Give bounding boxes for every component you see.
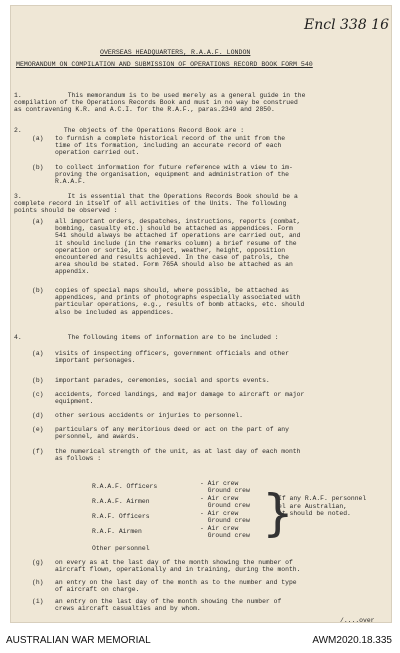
strength-other: Other personnel <box>92 545 150 552</box>
footer-right: AWM2020.18.335 <box>312 635 392 646</box>
p1-line: compilation of the Operations Records Book and must in no way be construed <box>14 99 298 107</box>
strength-groundcrew: Ground crew <box>200 487 250 494</box>
p3a-line: bombing, casualty etc.) should be attached as appendices. Form <box>32 225 293 233</box>
p4g-line: aircraft flown, operationally and in training, during the month. <box>32 566 301 574</box>
p4h-line: of aircraft on charge. <box>32 586 140 594</box>
p3b-line: appendices, and prints of photographs especially associated with <box>32 294 301 302</box>
p4e-line: personnel, and awards. <box>32 433 140 441</box>
p4f-line: (f) the numerical strength of the unit, as at last day of each month <box>32 448 301 455</box>
strength-label: R.A.A.F. Airmen <box>92 498 150 505</box>
strength-note: it should be noted. <box>278 510 351 517</box>
p4c-line: equipment. <box>32 398 94 406</box>
p3-line: 3. It is essential that the Operations Records Book should be a <box>14 193 298 200</box>
p3b-line: particular operations, e.g., results of bomb attacks, etc. should <box>32 301 305 309</box>
strength-groundcrew: Ground crew <box>200 502 250 509</box>
p3b-line: also be included as appendices. <box>32 308 174 316</box>
strength-note: el are Australian, <box>278 502 348 510</box>
strength-groundcrew: Ground crew <box>200 532 250 539</box>
header-title1: OVERSEAS HEADQUARTERS, R.A.A.F. LONDON <box>100 49 251 56</box>
p4-line: 4. The following items of information are to be included : <box>14 334 279 341</box>
p4b-line: (b) important parades, ceremonies, social and sports events. <box>32 377 270 384</box>
p4g-line: (g) on every as at the last day of the month showing the number of <box>32 559 293 566</box>
p3-line: points should be observed : <box>14 207 118 215</box>
p3a-line: operation or sortie, its object, weather, height, opposition <box>32 246 286 254</box>
document-page <box>10 5 392 623</box>
over-note: /....over <box>340 617 375 624</box>
p3a-line: encountered and results achieved. In the case of patrols, the <box>32 254 289 261</box>
p4e-line: (e) particulars of any meritorious deed or act on the part of any <box>32 426 289 433</box>
p3a-line: area should be stated. Form 765A should also be attached as an <box>32 261 293 269</box>
p2a-line: operation carried out. <box>32 149 140 157</box>
handwritten-encl: Encl 338 16 <box>304 17 389 33</box>
strength-aircrew: - Air crew <box>200 480 239 487</box>
p3b-line: (b) copies of special maps should, where possible, be attached as <box>32 287 289 294</box>
p1-line: 1. This memorandum is to be used merely as a general guide in the <box>14 92 306 99</box>
strength-label: R.A.F. Officers <box>92 513 150 520</box>
p4h-line: (h) an entry on the last day of the month as to the number and type <box>32 579 297 586</box>
strength-groundcrew: Ground crew <box>200 517 250 524</box>
strength-label: R.A.A.F. Officers <box>92 483 158 490</box>
strength-note: If any R.A.F. personnel <box>278 495 367 502</box>
p4d-line: (d) other serious accidents or injuries to personnel. <box>32 412 243 419</box>
p4i-line: (i) an entry on the last day of the month showing the number of <box>32 598 282 605</box>
p2-line: 2. The objects of the Operations Record Book are : <box>14 127 245 134</box>
right-brace: } <box>262 484 294 542</box>
p3a-line: 541 should always be attached if operations are carried out, and <box>32 232 301 240</box>
p2b-line: (b) to collect information for future reference with a view to im- <box>32 164 293 171</box>
strength-aircrew: - Air crew <box>200 510 239 517</box>
p4a-line: important personages. <box>32 357 136 365</box>
p2b-line: R.A.A.F. <box>32 178 86 186</box>
footer <box>0 627 400 653</box>
p1-line: as contravening K.R. and A.C.I. for the R.A.F., paras.2349 and 2850. <box>14 106 275 114</box>
footer-left: AUSTRALIAN WAR MEMORIAL <box>6 635 151 646</box>
p3-line: complete record in itself of all activities of the Units. The following <box>14 200 287 208</box>
p3a-line: appendix. <box>32 268 90 276</box>
p2a-line: time of its formation, including an accurate record of each <box>32 142 282 150</box>
p3a-line: it should include (in the remarks column) a brief resume of the <box>32 239 297 247</box>
p2b-line: proving the organisation, equipment and administration of the <box>32 171 289 179</box>
p4i-line: crews aircraft casualties and by whom. <box>32 605 201 613</box>
strength-aircrew: - Air crew <box>200 525 239 532</box>
header-title2: MEMORANDUM ON COMPILATION AND SUBMISSION OF OPERATIONS RECORD BOOK FORM 540 <box>16 61 313 68</box>
p4a-line: (a) visits of inspecting officers, government officials and other <box>32 350 289 357</box>
p4c-line: (c) accidents, forced landings, and major damage to aircraft or major <box>32 391 305 398</box>
strength-aircrew: - Air crew <box>200 495 239 502</box>
strength-label: R.A.F. Airmen <box>92 528 142 535</box>
p3a-line: (a) all important orders, despatches, instructions, reports (combat, <box>32 218 301 225</box>
p4f-line: as follows : <box>32 455 102 463</box>
p2a-line: (a) to furnish a complete historical record of the unit from the <box>32 135 286 142</box>
